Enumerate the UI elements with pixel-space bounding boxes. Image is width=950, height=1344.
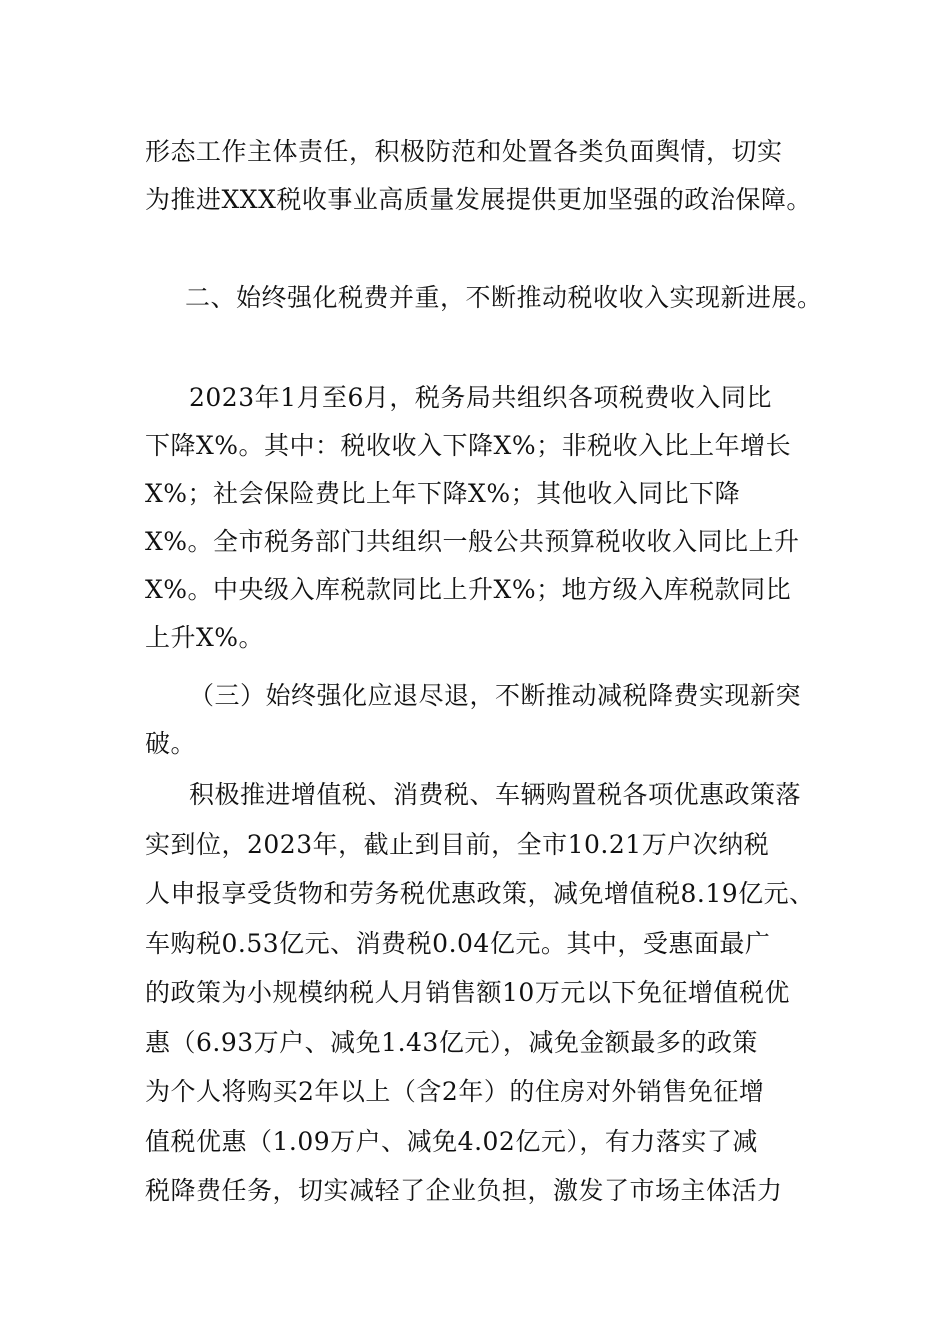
paragraph-revenue xyxy=(145,374,815,662)
text-line: 税降费任务，切实减轻了企业负担，激发了市场主体活力 xyxy=(145,1176,783,1205)
text-line: 积极推进增值税、消费税、车辆购置税各项优惠政策落 xyxy=(189,780,802,809)
text-line: 值税优惠（1.09万户、减免4.02亿元），有力落实了减 xyxy=(145,1126,758,1156)
text-line: 为推进XXX税收事业高质量发展提供更加坚强的政治保障。 xyxy=(145,185,812,214)
text-line: 实到位，2023年，截止到目前，全市10.21万户次纳税 xyxy=(145,829,770,859)
paragraph-continuation xyxy=(145,128,815,224)
text-line: 为个人将购买2年以上（含2年）的住房对外销售免征增 xyxy=(145,1077,765,1106)
text-line: X%。中央级入库税款同比上升X%；地方级入库税款同比 xyxy=(145,575,792,604)
text-line: 2023年1月至6月，税务局共组织各项税费收入同比 xyxy=(189,383,772,412)
text-line: 上升X%。 xyxy=(145,623,265,652)
heading-text: 二、始终强化税费并重，不断推动税收收入实现新进展。 xyxy=(185,283,823,312)
section-heading-3 xyxy=(145,672,815,768)
text-line: 下降X%。其中：税收收入下降X%；非税收入比上年增长 xyxy=(145,431,792,460)
heading-text: （三）始终强化应退尽退，不断推动减税降费实现新突 xyxy=(189,681,802,710)
text-line: 惠（6.93万户、减免1.43亿元），减免金额最多的政策 xyxy=(145,1027,758,1057)
text-line: 的政策为小规模纳税人月销售额10万元以下免征增值税优 xyxy=(145,978,790,1007)
section-heading-2 xyxy=(145,274,823,322)
text-line: X%；社会保险费比上年下降X%；其他收入同比下降 xyxy=(145,479,741,508)
text-line: 车购税0.53亿元、消费税0.04亿元。其中，受惠面最广 xyxy=(145,928,771,958)
paragraph-policy xyxy=(145,770,815,1216)
text-line: X%。全市税务部门共组织一般公共预算税收收入同比上升 xyxy=(145,527,800,556)
text-line: 人申报享受货物和劳务税优惠政策，减免增值税8.19亿元、 xyxy=(145,879,815,908)
heading-text: 破。 xyxy=(145,729,197,758)
text-line: 形态工作主体责任，积极防范和处置各类负面舆情，切实 xyxy=(145,137,783,166)
